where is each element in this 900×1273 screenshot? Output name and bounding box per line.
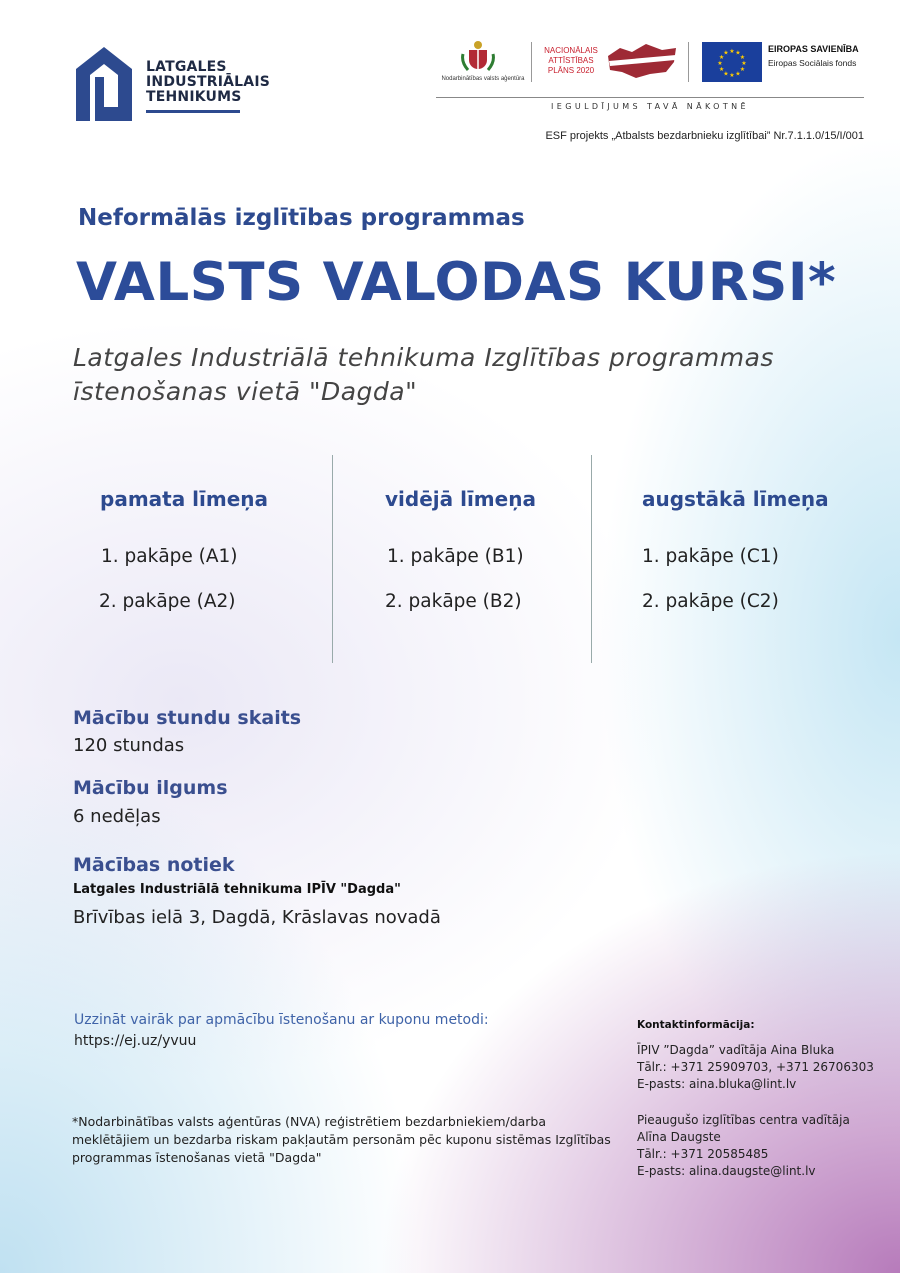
footnote: *Nodarbinātības valsts aģentūras (NVA) reģistrētiem bezdarbniekiem/darba meklētājiem un bezdarba riskam pakļautām personām pēc kuponu sistēmas Izglītības programmas īstenošanas vietā "Dagda" [72, 1114, 611, 1165]
column-divider-1 [332, 455, 333, 663]
logo-line-2: INDUSTRIĀLAIS [146, 74, 271, 90]
page-title: VALSTS VALODAS KURSI* [76, 252, 837, 313]
school-logo-text [146, 60, 270, 105]
eu-star-icon: ★ [735, 70, 741, 78]
more-info-text: Uzzināt vairāk par apmācību īstenošanu ar kuponu metodi: [74, 1012, 489, 1028]
contact-line: Alīna Daugste [637, 1130, 721, 1144]
eu-star-icon: ★ [741, 60, 747, 67]
eu-star-icon: ★ [718, 54, 725, 61]
eu-star-icon: ★ [739, 54, 746, 61]
eu-title: EIROPAS SAVIENĪBA [768, 44, 859, 54]
level-item: 2. pakāpe (B2) [385, 591, 522, 612]
eu-star-icon: ★ [739, 66, 746, 73]
eu-star-icon: ★ [723, 70, 729, 78]
hours-value: 120 stundas [73, 735, 185, 756]
level-heading-intermediate: vidējā līmeņa [385, 487, 536, 511]
place-name: Latgales Industriālā tehnikuma IPĪV "Dagda" [73, 882, 401, 897]
logo-line-3: TEHNIKUMS [146, 89, 242, 105]
place-address: Brīvības ielā 3, Dagdā, Krāslavas novadā [73, 907, 441, 928]
sponsor-divider-1 [531, 42, 532, 82]
contacts-heading: Kontaktinformācija: [637, 1019, 755, 1031]
sponsor-divider-2 [688, 42, 689, 82]
eu-star-icon: ★ [717, 60, 723, 67]
logo-line-1: LATGALES [146, 59, 227, 75]
contact-email[interactable]: E-pasts: alina.daugste@lint.lv [637, 1164, 816, 1178]
coat-of-arms-icon [460, 40, 496, 74]
place-label: Mācības notiek [73, 854, 235, 876]
location-title: Latgales Industriālā tehnikuma Izglītības programmas īstenošanas vietā "Dagda" [73, 343, 774, 406]
contact-email[interactable]: E-pasts: aina.bluka@lint.lv [637, 1077, 797, 1091]
contact-phone: Tālr.: +371 25909703, +371 26706303 [637, 1060, 874, 1074]
hours-label: Mācību stundu skaits [73, 707, 302, 729]
nap-line-3: PLĀNS 2020 [547, 66, 595, 75]
esf-project-line: ESF projekts „Atbalsts bezdarbnieku izglītībai” Nr.7.1.1.0/15/I/001 [545, 130, 864, 142]
column-divider-2 [591, 455, 592, 663]
contact-line: ĪPIV ”Dagda” vadītāja Aina Bluka [637, 1043, 835, 1057]
nap-line-2: ATTĪSTĪBAS [548, 56, 594, 65]
contact-block-dagda [637, 1042, 877, 1093]
sponsor-rule [436, 97, 864, 98]
level-item: 1. pakāpe (A1) [101, 546, 238, 567]
latvia-map-icon [606, 42, 678, 82]
eu-flag-icon [702, 42, 762, 82]
nap-2020-label [540, 46, 602, 76]
level-item: 2. pakāpe (C2) [642, 591, 779, 612]
level-heading-advanced: augstākā līmeņa [642, 487, 829, 511]
contact-phone: Tālr.: +371 20585485 [637, 1147, 769, 1161]
contact-line: Pieaugušo izglītības centra vadītāja [637, 1113, 850, 1127]
eu-star-icon: ★ [729, 48, 735, 55]
vsa-caption: Nodarbinātības valsts aģentūra [441, 76, 525, 82]
motto: IEGULDĪJUMS TAVĀ NĀKOTNĒ [551, 102, 749, 111]
school-logo-mark-icon [76, 47, 132, 121]
nap-line-1: NACIONĀLAIS [544, 46, 598, 55]
eu-star-icon: ★ [718, 66, 725, 73]
level-item: 1. pakāpe (B1) [387, 546, 524, 567]
school-logo [76, 47, 132, 121]
eu-star-icon: ★ [723, 49, 729, 57]
logo-underline [146, 110, 240, 113]
page-subtitle: Neformālās izglītības programmas [78, 205, 525, 231]
eu-subtitle: Eiropas Sociālais fonds [768, 58, 857, 68]
level-item: 1. pakāpe (C1) [642, 546, 779, 567]
eu-star-icon: ★ [735, 49, 741, 57]
contact-block-adult-ed [637, 1112, 877, 1180]
level-item: 2. pakāpe (A2) [99, 591, 236, 612]
more-info-link[interactable]: https://ej.uz/yvuu [74, 1033, 197, 1049]
duration-label: Mācību ilgums [73, 777, 228, 799]
eu-star-icon: ★ [729, 72, 735, 79]
level-heading-basic: pamata līmeņa [100, 487, 269, 511]
duration-value: 6 nedēļas [73, 806, 161, 827]
